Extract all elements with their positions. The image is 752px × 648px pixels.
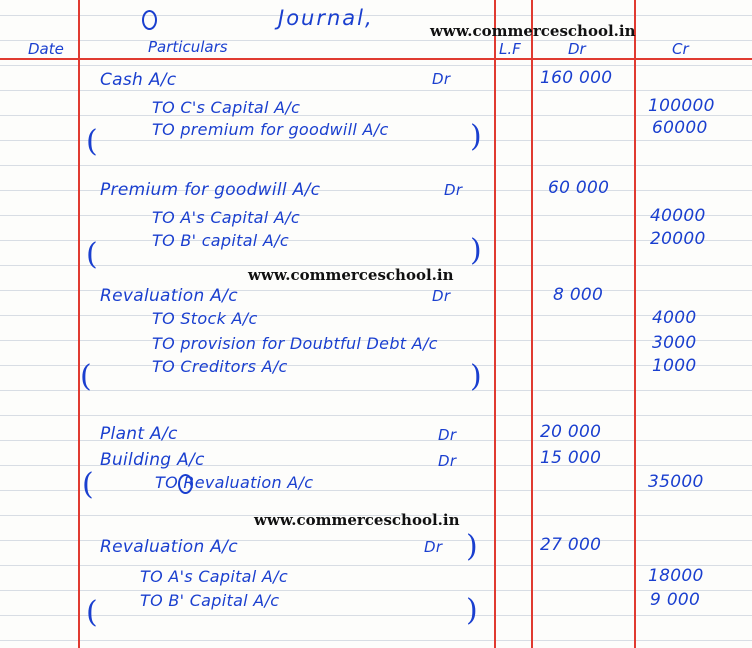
entry-credit-particulars: TO A's Capital A/c bbox=[140, 567, 288, 586]
narration-brace-close: ) bbox=[470, 359, 482, 394]
column-header-dr: Dr bbox=[568, 40, 586, 58]
narration-brace-open: ( bbox=[86, 124, 98, 159]
entry-credit-particulars: TO Stock A/c bbox=[152, 309, 258, 328]
column-divider-dr bbox=[531, 0, 533, 648]
rule-line bbox=[0, 215, 752, 216]
entry-credit-particulars: TO Creditors A/c bbox=[152, 357, 288, 376]
entry-credit-amount: 20000 bbox=[650, 229, 706, 249]
rule-line bbox=[0, 565, 752, 566]
rule-line bbox=[0, 90, 752, 91]
entry-credit-particulars: TO premium for goodwill A/c bbox=[152, 120, 389, 139]
entry-credit-particulars: TO A's Capital A/c bbox=[152, 208, 300, 227]
rule-line bbox=[0, 15, 752, 16]
rule-line bbox=[0, 365, 752, 366]
page-title: Journal, bbox=[278, 6, 374, 30]
entry-debit-particulars: Plant A/c bbox=[100, 424, 178, 444]
entry-credit-particulars: TO Revaluation A/c bbox=[155, 473, 314, 492]
column-divider-lf bbox=[494, 0, 496, 648]
rule-line bbox=[0, 40, 752, 41]
rule-line bbox=[0, 615, 752, 616]
entry-dr-mark: Dr bbox=[444, 181, 463, 199]
entry-debit-particulars: Premium for goodwill A/c bbox=[100, 180, 321, 200]
entry-credit-particulars: TO provision for Doubtful Debt A/c bbox=[152, 334, 438, 353]
watermark: www.commerceschool.in bbox=[254, 511, 460, 529]
entry-dr-mark: Dr bbox=[432, 287, 451, 305]
entry-dr-mark: Dr bbox=[438, 452, 457, 470]
flourish-icon bbox=[178, 474, 193, 494]
entry-debit-particulars: Cash A/c bbox=[100, 70, 177, 90]
entry-debit-particulars: Revaluation A/c bbox=[100, 537, 238, 557]
rule-line bbox=[0, 490, 752, 491]
entry-dr-mark: Dr bbox=[432, 70, 451, 88]
narration-brace-close: ) bbox=[470, 233, 482, 268]
entry-debit-amount: 8 000 bbox=[553, 285, 604, 305]
rule-line bbox=[0, 415, 752, 416]
entry-credit-amount: 35000 bbox=[648, 472, 704, 492]
entry-credit-amount: 4000 bbox=[652, 308, 697, 328]
column-divider-date bbox=[78, 0, 80, 648]
entry-credit-amount: 3000 bbox=[652, 333, 697, 353]
rule-line bbox=[0, 590, 752, 591]
rule-line bbox=[0, 640, 752, 641]
column-header-lf: L.F bbox=[499, 40, 521, 58]
entry-debit-amount: 15 000 bbox=[540, 448, 602, 468]
entry-dr-mark: Dr bbox=[424, 538, 443, 556]
column-header-particulars: Particulars bbox=[148, 38, 228, 56]
column-header-date: Date bbox=[28, 40, 64, 58]
entry-credit-amount: 18000 bbox=[648, 566, 704, 586]
narration-brace-close: ) bbox=[466, 593, 478, 628]
entry-debit-amount: 60 000 bbox=[548, 178, 610, 198]
header-divider bbox=[0, 58, 752, 60]
entry-credit-amount: 100000 bbox=[648, 96, 715, 116]
entry-credit-amount: 9 000 bbox=[650, 590, 701, 610]
watermark: www.commerceschool.in bbox=[248, 266, 454, 284]
narration-brace-open: ( bbox=[82, 467, 94, 502]
rule-line bbox=[0, 165, 752, 166]
rule-line bbox=[0, 65, 752, 66]
rule-line bbox=[0, 315, 752, 316]
entry-credit-particulars: TO B' Capital A/c bbox=[140, 591, 280, 610]
entry-debit-amount: 160 000 bbox=[540, 68, 613, 88]
column-divider-cr bbox=[634, 0, 636, 648]
narration-brace-close: ) bbox=[466, 529, 478, 564]
entry-credit-amount: 40000 bbox=[650, 206, 706, 226]
entry-debit-particulars: Building A/c bbox=[100, 450, 205, 470]
narration-brace-close: ) bbox=[470, 119, 482, 154]
entry-credit-amount: 1000 bbox=[652, 356, 697, 376]
flourish-icon bbox=[142, 10, 157, 30]
narration-brace-open: ( bbox=[86, 237, 98, 272]
entry-debit-amount: 27 000 bbox=[540, 535, 602, 555]
entry-credit-particulars: TO B' capital A/c bbox=[152, 231, 289, 250]
entry-dr-mark: Dr bbox=[438, 426, 457, 444]
rule-line bbox=[0, 240, 752, 241]
watermark: www.commerceschool.in bbox=[430, 22, 636, 40]
entry-debit-particulars: Revaluation A/c bbox=[100, 286, 238, 306]
rule-line bbox=[0, 390, 752, 391]
column-header-cr: Cr bbox=[672, 40, 689, 58]
narration-brace-open: ( bbox=[86, 595, 98, 630]
narration-brace-open: ( bbox=[80, 359, 92, 394]
rule-line bbox=[0, 140, 752, 141]
entry-credit-amount: 60000 bbox=[652, 118, 708, 138]
entry-debit-amount: 20 000 bbox=[540, 422, 602, 442]
rule-line bbox=[0, 115, 752, 116]
entry-credit-particulars: TO C's Capital A/c bbox=[152, 98, 301, 117]
